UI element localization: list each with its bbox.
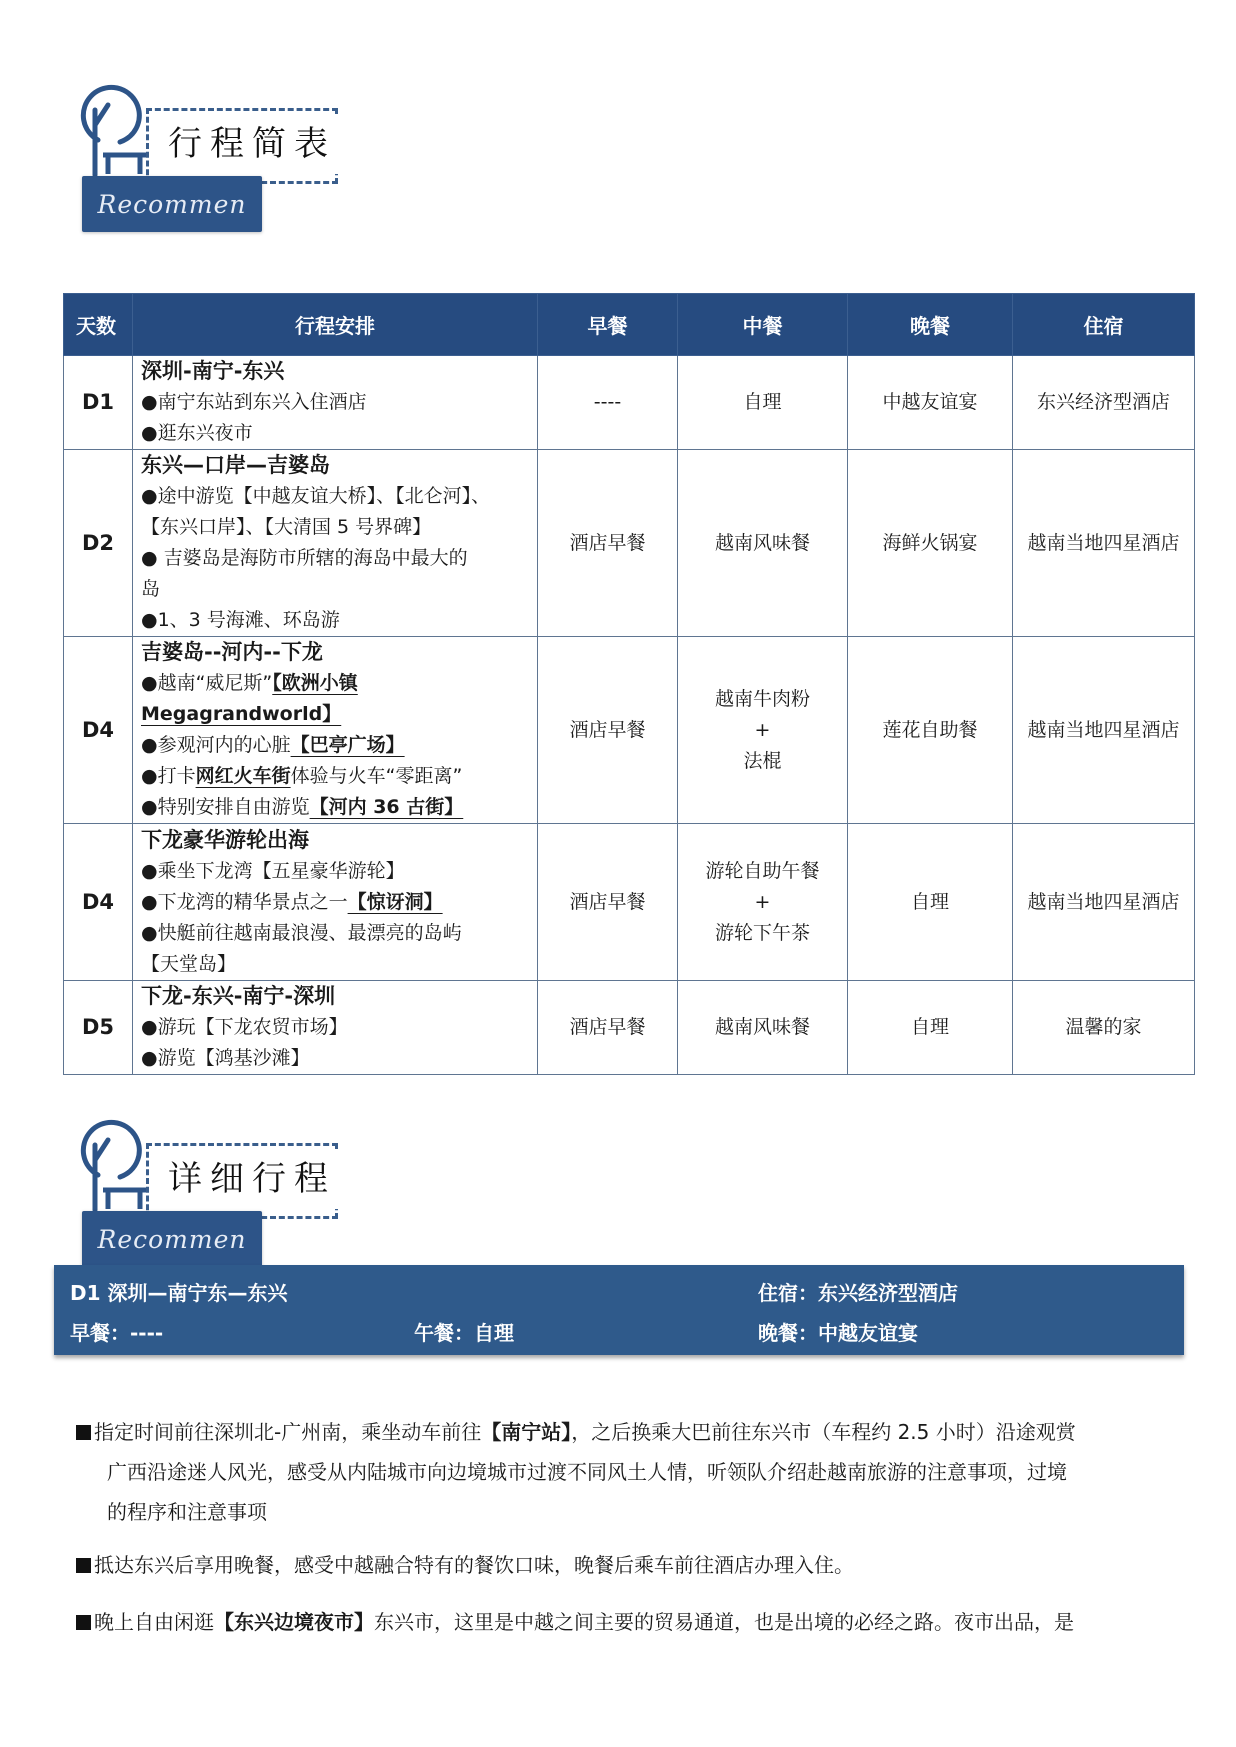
para-text: 指定时间前往深圳北-广州南，乘坐动车前往 [94,1420,482,1444]
breakfast-cell: ---- [538,356,678,450]
hotel-cell: 东兴经济型酒店 [1013,356,1195,450]
highlight-text: 【欧洲小镇 [272,672,358,694]
section-title: 详细行程 [164,1149,340,1209]
para-text: 的程序和注意事项 [107,1500,267,1524]
para-text: ，之后换乘大巴前往东兴市（车程约 2.5 小时）沿途观赏 [571,1420,1076,1444]
plan-title: 吉婆岛--河内--下龙 [141,640,323,664]
badge-text: Recommen [97,1224,247,1254]
table-row [64,450,1195,637]
highlight-text: 【南宁站】 [481,1420,572,1444]
para-text: 抵达东兴后享用晚餐，感受中越融合特有的餐饮口味，晚餐后乘车前往酒店办理入住。 [94,1553,854,1577]
badge-text: Recommen [97,189,247,219]
lunch-item: 越南牛肉粉 [714,687,810,710]
line-text: ●越南“威尼斯” [141,672,273,694]
hotel-cell: 越南当地四星酒店 [1013,450,1195,637]
itinerary-summary-table [63,293,1195,1075]
plan-line: ●快艇前往越南最浪漫、最漂亮的岛屿 [141,921,462,944]
header-breakfast: 早餐 [538,294,678,356]
line-text: ●下龙湾的精华景点之一 [141,890,348,913]
highlight-text: 【河内 36 古街】 [309,796,464,818]
highlight-text: 【东兴边境夜市】 [214,1610,374,1634]
plan-title: 深圳-南宁-东兴 [141,359,285,383]
plan-line: ●1、3 号海滩、环岛游 [141,609,340,631]
plan-cell [133,981,538,1075]
plan-line: ●乘坐下龙湾【五星豪华游轮】 [141,859,405,882]
lunch-item: 法棍 [743,749,782,772]
table-row [64,824,1195,981]
plan-cell [133,824,538,981]
day-route: D1 深圳—南宁东—东兴 [70,1281,288,1305]
header-dinner: 晚餐 [848,294,1013,356]
table-row [64,637,1195,824]
highlight-text: 网红火车街 [195,765,291,787]
hotel-cell: 越南当地四星酒店 [1013,637,1195,824]
table-header-row [64,294,1195,356]
lunch-plus: + [754,890,771,913]
header-hotel: 住宿 [1013,294,1195,356]
plan-line [141,792,531,823]
recommend-badge [82,1211,262,1267]
day-dinner: 晚餐：中越友谊宴 [758,1321,918,1345]
detail-paragraph [76,1602,1166,1642]
lunch-cell: 越南风味餐 [678,981,848,1075]
plan-cell [133,356,538,450]
plan-title: 下龙-东兴-南宁-深圳 [141,984,336,1008]
plan-line [141,668,531,699]
hotel-cell: 温馨的家 [1013,981,1195,1075]
detail-paragraph [76,1412,1166,1532]
square-bullet-icon [76,1615,91,1630]
plan-cell [133,450,538,637]
header-lunch: 中餐 [678,294,848,356]
section-logo-detail [68,1105,348,1275]
day-lunch: 午餐：自理 [414,1321,514,1345]
recommend-badge [82,176,262,232]
plan-title: 东兴—口岸—吉婆岛 [141,453,330,477]
table-row [64,981,1195,1075]
plan-line: ● 吉婆岛是海防市所辖的海岛中最大的 [141,547,468,569]
day-hotel: 住宿：东兴经济型酒店 [758,1281,958,1305]
table-row [64,356,1195,450]
day-cell: D1 [64,356,133,450]
lunch-cell: 越南风味餐 [678,450,848,637]
breakfast-cell: 酒店早餐 [538,981,678,1075]
para-text: 东兴市，这里是中越之间主要的贸易通道，也是出境的必经之路。夜市出品，是 [374,1610,1074,1634]
lunch-cell [678,824,848,981]
plan-line [141,887,531,918]
lunch-item: 游轮下午茶 [714,921,810,944]
plan-line: ●南宁东站到东兴入住酒店 [141,391,367,413]
plan-line: ●途中游览【中越友谊大桥】、【北仑河】、 [141,485,491,507]
breakfast-cell: 酒店早餐 [538,637,678,824]
plan-line: 【天堂岛】 [141,952,237,975]
lunch-plus: + [754,718,771,741]
lunch-cell: 自理 [678,356,848,450]
plan-line: ●逛东兴夜市 [141,422,253,444]
dinner-cell: 自理 [848,824,1013,981]
dinner-cell: 自理 [848,981,1013,1075]
plan-line: ●游玩【下龙农贸市场】 [141,1016,348,1038]
header-plan: 行程安排 [133,294,538,356]
square-bullet-icon [76,1558,91,1573]
para-text: 晚上自由闲逛 [94,1610,214,1634]
dinner-cell: 莲花自助餐 [848,637,1013,824]
line-text: ●参观河内的心脏 [141,734,291,756]
lunch-cell [678,637,848,824]
highlight-text: 【惊讶洞】 [347,890,443,913]
line-text: ●特别安排自由游览 [141,796,310,818]
plan-line [141,730,531,761]
lunch-item: 游轮自助午餐 [705,859,820,882]
plan-line [141,761,531,792]
square-bullet-icon [76,1425,91,1440]
dinner-cell: 海鲜火锅宴 [848,450,1013,637]
plan-title: 下龙豪华游轮出海 [141,827,309,852]
plan-cell [133,637,538,824]
hotel-cell: 越南当地四星酒店 [1013,824,1195,981]
detail-paragraph [76,1545,1166,1585]
day-cell: D4 [64,637,133,824]
plan-line: ●游览【鸿基沙滩】 [141,1047,310,1069]
line-text: ●打卡 [141,765,196,787]
day-cell: D4 [64,824,133,981]
dinner-cell: 中越友谊宴 [848,356,1013,450]
breakfast-cell: 酒店早餐 [538,824,678,981]
highlight-text: 【巴亭广场】 [290,734,405,756]
section-title: 行程简表 [164,114,340,174]
day-breakfast: 早餐：---- [70,1321,164,1345]
day-cell: D5 [64,981,133,1075]
plan-line: 岛 [141,578,161,600]
breakfast-cell: 酒店早餐 [538,450,678,637]
line-text: 体验与火车“零距离” [290,765,463,787]
section-logo-summary [68,70,348,240]
plan-line: 【东兴口岸】、【大清国 5 号界碑】 [141,516,432,538]
header-days: 天数 [64,294,133,356]
day-cell: D2 [64,450,133,637]
highlight-text: Megagrandworld】 [141,703,342,725]
day-info-banner [54,1265,1184,1355]
para-text: 广西沿途迷人风光，感受从内陆城市向边境城市过渡不同风土人情，听领队介绍赴越南旅游的注意事项，过境 [107,1460,1067,1484]
plan-line [141,699,531,730]
